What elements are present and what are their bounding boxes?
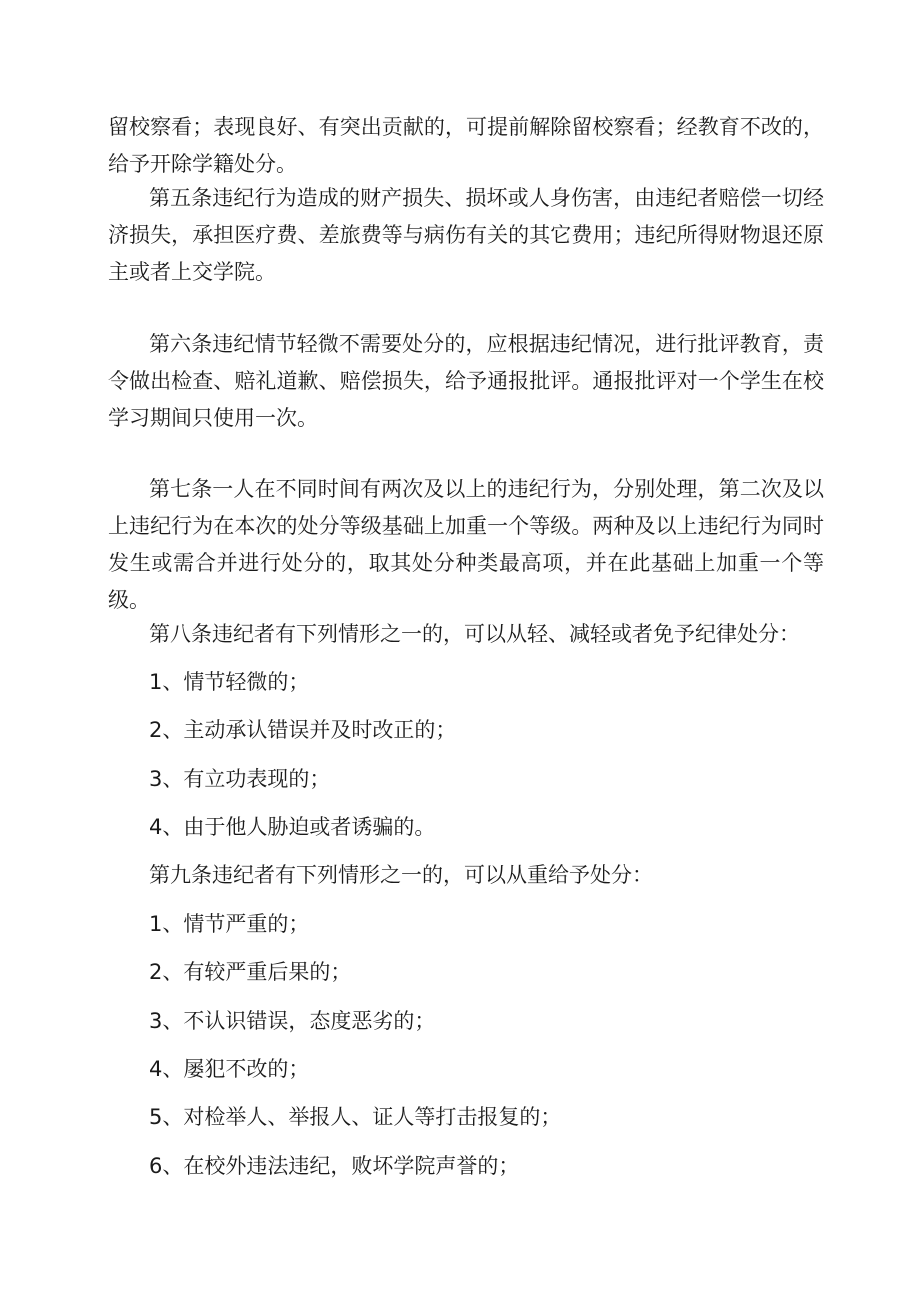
list-item: 3、有立功表现的；: [149, 767, 331, 791]
list-item: 2、主动承认错误并及时改正的；: [149, 718, 457, 742]
paragraph-article-7: 第七条一人在不同时间有两次及以上的违纪行为，分别处理，第二次及以上违纪行为在本次的处分等级基础上加重一个等级。两种及以上违纪行为同时发生或需合并进行处分的，取其处分种类最高项，并在此基础上加重一个等级。: [108, 477, 824, 612]
list-item: 6、在校外违法违纪，败坏学院声誉的；: [149, 1154, 520, 1178]
paragraph-article-8: 第八条违纪者有下列情形之一的，可以从轻、减轻或者免予纪律处分：: [149, 622, 800, 646]
list-item: 5、对检举人、举报人、证人等打击报复的；: [149, 1105, 562, 1129]
list-item: 1、情节严重的；: [149, 912, 310, 936]
list-item: 4、由于他人胁迫或者诱骗的。: [149, 815, 436, 839]
paragraph-article-9: 第九条违纪者有下列情形之一的，可以从重给予处分：: [149, 863, 653, 887]
list-item: 2、有较严重后果的；: [149, 960, 352, 984]
paragraph-article-5: 第五条违纪行为造成的财产损失、损坏或人身伤害，由违纪者赔偿一切经济损失，承担医疗费、差旅费等与病伤有关的其它费用；违纪所得财物退还原主或者上交学院。: [108, 186, 824, 284]
list-item: 4、屡犯不改的；: [149, 1057, 310, 1081]
paragraph-continuation: 留校察看；表现良好、有突出贡献的，可提前解除留校察看；经教育不改的，给予开除学籍处分。: [108, 115, 824, 176]
paragraph-article-6: 第六条违纪情节轻微不需要处分的，应根据违纪情况，进行批评教育，责令做出检查、赔礼道歉、赔偿损失，给予通报批评。通报批评对一个学生在校学习期间只使用一次。: [108, 332, 824, 430]
list-item: 3、不认识错误，态度恶劣的；: [149, 1009, 436, 1033]
list-item: 1、情节轻微的；: [149, 670, 310, 694]
